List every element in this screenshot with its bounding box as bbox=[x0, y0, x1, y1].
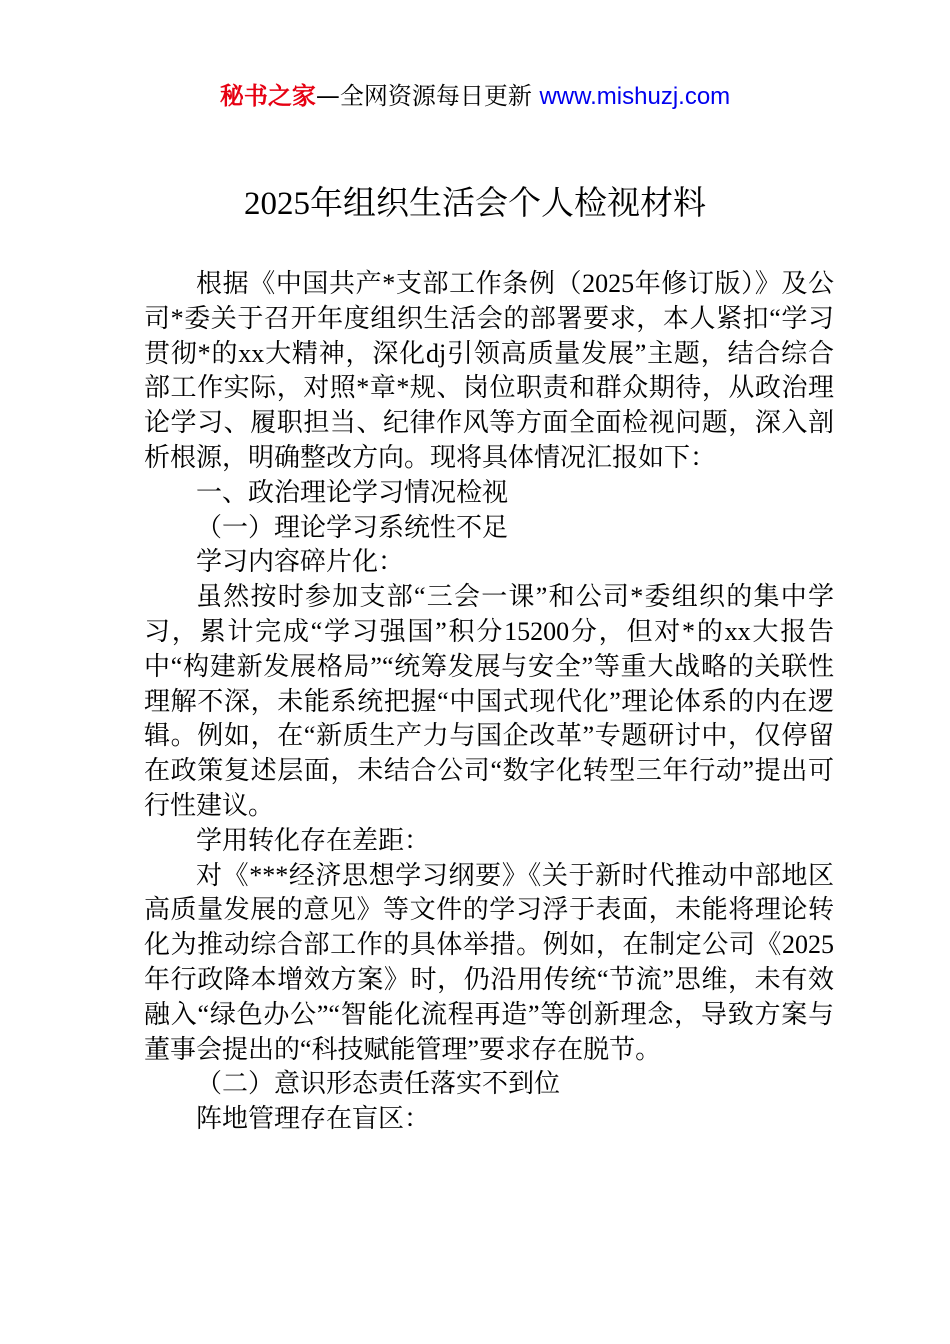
point-heading-3: 阵地管理存在盲区： bbox=[196, 1104, 431, 1134]
header-tagline: —全网资源每日更新 bbox=[315, 82, 532, 110]
site-url-link[interactable]: www.mishuzj.com bbox=[539, 83, 731, 110]
point-heading-2: 学用转化存在差距： bbox=[196, 825, 431, 855]
body-paragraph-1: 虽然按时参加支部“三会一课”和公司*委组织的集中学习，累计完成“学习强国”积分15200分，但对*的xx大报告中“构建新发展格局”“统筹发展与安全”等重大战略的关联性理解不深，未能系统把握“中国式现代化”理论体系的内在逻辑。例如，在“新质生产力与国企改革”专题研讨中，仅停留在政策复述层面，未结合公司“数字化转型三年行动”提出可行性建议。 bbox=[144, 582, 834, 820]
body-paragraph-2: 对《***经济思想学习纲要》《关于新时代推动中部地区高质量发展的意见》等文件的学习浮于表面，未能将理论转化为推动综合部工作的具体举措。例如，在制定公司《2025年行政降本增效方案》时，仍沿用传统“节流”思维，未有效融入“绿色办公”“智能化流程再造”等创新理念，导致方案与董事会提出的“科技赋能管理”要求存在脱节。 bbox=[144, 860, 834, 1064]
subsection-heading-1: （一）理论学习系统性不足 bbox=[196, 512, 509, 542]
document-body bbox=[144, 267, 834, 1137]
brand-name: 秘书之家 bbox=[219, 82, 316, 110]
site-header bbox=[0, 80, 950, 113]
subsection-heading-2: （二）意识形态责任落实不到位 bbox=[196, 1069, 561, 1099]
document-title: 2025年组织生活会个人检视材料 bbox=[244, 186, 706, 222]
point-heading-1: 学习内容碎片化： bbox=[196, 547, 405, 577]
intro-paragraph: 根据《中国共产*支部工作条例（2025年修订版）》及公司*委关于召开年度组织生活会的部署要求，本人紧扣“学习贯彻*的xx大精神，深化dj引领高质量发展”主题，结合综合部工作实际，对照*章*规、岗位职责和群众期待，从政治理论学习、履职担当、纪律作风等方面全面检视问题，深入剖析根源，明确整改方向。现将具体情况汇报如下： bbox=[144, 269, 834, 472]
section-heading-1: 一、政治理论学习情况检视 bbox=[196, 477, 509, 507]
